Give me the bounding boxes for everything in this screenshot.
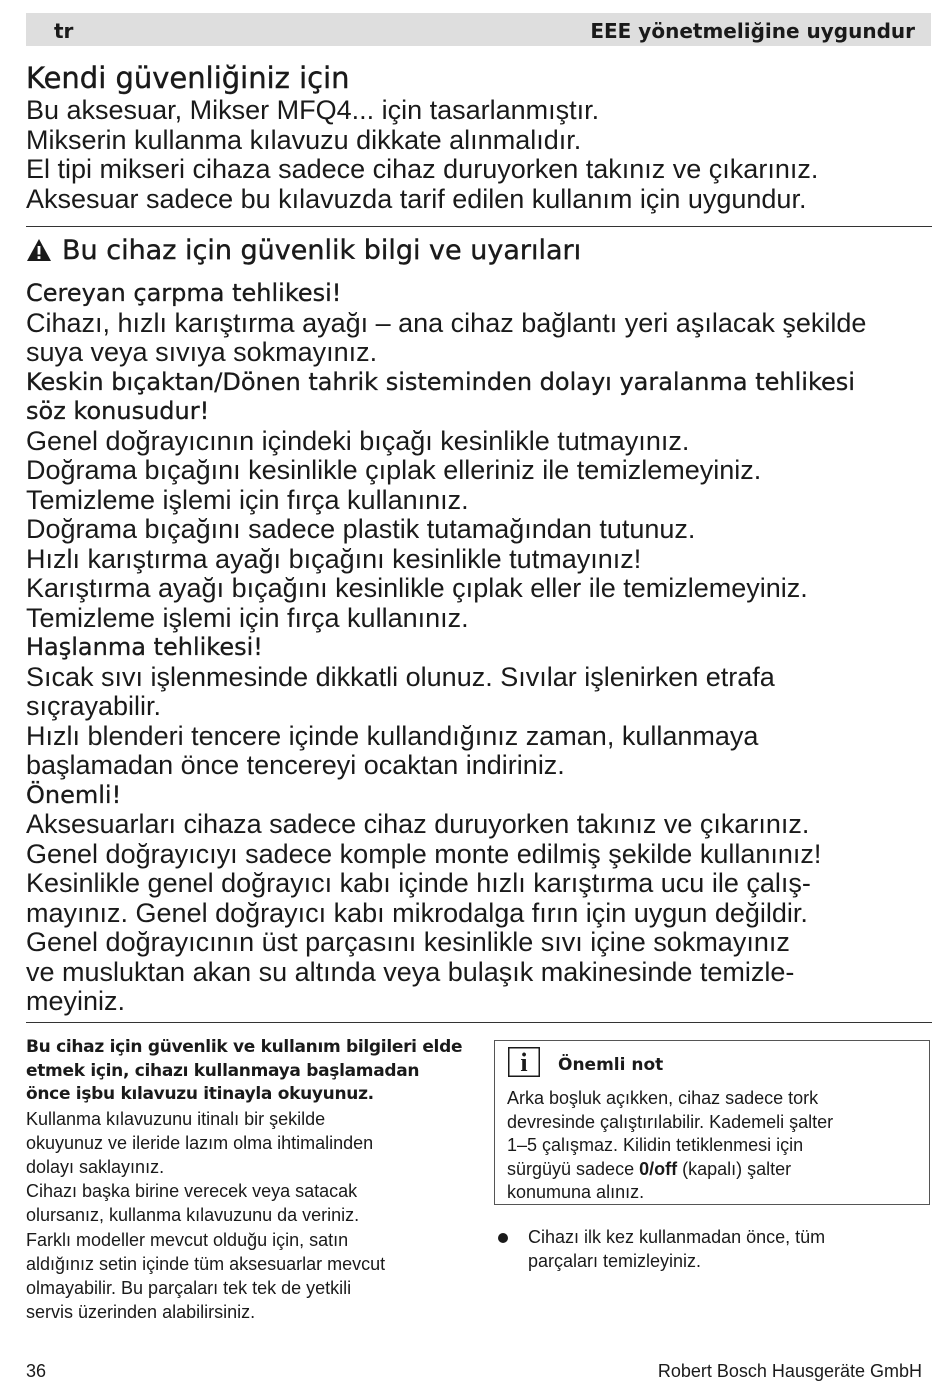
bottom-divider	[26, 1022, 932, 1023]
company-name: Robert Bosch Hausgeräte GmbH	[657, 1361, 922, 1381]
bullet-text	[528, 1226, 825, 1273]
cut-line: Genel doğrayıcının içindeki bıçağı kesinlikle tutmayınız.	[26, 425, 690, 456]
section-divider	[26, 226, 932, 227]
note-line-suffix: (kapalı) şalter	[677, 1158, 792, 1179]
usage-text-line: Farklı modeller mevcut olduğu için, satın	[26, 1229, 349, 1250]
note-line	[507, 1158, 919, 1182]
note-line: konumuna alınız.	[507, 1182, 645, 1202]
note-body	[507, 1087, 919, 1205]
main-content	[26, 60, 932, 1017]
safety-line: Aksesuar sadece bu kılavuzda tarif edilen kullanım için uygundur.	[26, 183, 807, 214]
note-line-prefix: sürgüyü sadece	[507, 1158, 640, 1179]
shock-line: suya veya sıvıya sokmayınız.	[26, 337, 378, 367]
cut-line: Temizleme işlemi için fırça kullanınız.	[26, 484, 469, 515]
warning-triangle-icon	[26, 238, 52, 262]
bullet-line: parçaları temizleyiniz.	[528, 1250, 702, 1271]
important-line: Genel doğrayıcıyı sadece komple monte edilmiş şekilde kullanınız!	[26, 838, 822, 869]
safety-line: Bu aksesuar, Mikser MFQ4... için tasarlanmıştır.	[26, 95, 600, 125]
bullet-dot-icon	[498, 1233, 508, 1243]
info-icon-letter: i	[520, 1048, 528, 1077]
note-title: Önemli not	[558, 1055, 664, 1075]
usage-info-column	[26, 1036, 466, 1324]
important-line: Genel doğrayıcının üst parçasını kesinlikle sıvı içine sokmayınız	[26, 927, 790, 957]
important-line: Aksesuarları cihaza sadece cihaz duruyorken takınız ve çıkarınız.	[26, 809, 810, 839]
shock-title: Cereyan çarpma tehlikesi!	[26, 279, 342, 307]
cut-title: söz konusudur!	[26, 397, 210, 425]
page-number: 36	[26, 1361, 47, 1381]
scald-line: başlamadan önce tencereyi ocaktan indiriniz.	[26, 750, 565, 780]
note-line: 1–5 çalışmaz. Kilidin tetiklenmesi için	[507, 1135, 804, 1155]
warning-heading-text: Bu cihaz için güvenlik bilgi ve uyarıları	[62, 234, 582, 266]
warning-heading	[26, 233, 932, 267]
note-line: devresinde çalıştırılabilir. Kademeli şalter	[507, 1111, 834, 1132]
cut-line: Temizleme işlemi için fırça kullanınız.	[26, 602, 469, 633]
bullet-item	[498, 1226, 928, 1273]
important-line: Kesinlikle genel doğrayıcı kabı içinde hızlı karıştırma ucu ile çalış-	[26, 868, 811, 898]
header-bar	[26, 13, 931, 46]
usage-bold-line: etmek için, cihazı kullanmaya başlamadan	[26, 1060, 420, 1081]
cut-title: Keskin bıçaktan/Dönen tahrik sisteminden dolayı yaralanma tehlikesi	[26, 367, 855, 396]
usage-text-line: Cihazı başka birine verecek veya satacak	[26, 1181, 358, 1202]
usage-text-line: dolayı saklayınız.	[26, 1156, 165, 1177]
usage-text-line: olmayabilir. Bu parçaları tek tek de yetkili	[26, 1277, 352, 1298]
usage-bold-line: önce işbu kılavuzu itinayla okuyunuz.	[26, 1084, 374, 1104]
important-line: mayınız. Genel doğrayıcı kabı mikrodalga fırın için uygun değildir.	[26, 897, 808, 928]
off-position-label: 0/off	[639, 1158, 678, 1179]
cut-line: Doğrama bıçağını sadece plastik tutamağından tutunuz.	[26, 514, 696, 544]
important-line: meyiniz.	[26, 986, 126, 1016]
note-line: Arka boşluk açıkken, cihaz sadece tork	[507, 1088, 819, 1108]
cut-line: Karıştırma ayağı bıçağını kesinlikle çıplak eller ile temizlemeyiniz.	[26, 573, 808, 603]
usage-text-line: servis üzerinden alabilirsiniz.	[26, 1302, 256, 1323]
info-icon	[508, 1047, 540, 1077]
language-code: tr	[54, 19, 74, 43]
important-note-box	[494, 1040, 930, 1205]
scald-title: Haşlanma tehlikesi!	[26, 633, 263, 661]
header-title: EEE yönetmeliğine uygundur	[590, 19, 915, 43]
usage-text-line: olursanız, kullanma kılavuzunu da veriniz.	[26, 1205, 360, 1226]
note-header	[508, 1047, 663, 1077]
scald-line: Sıcak sıvı işlenmesinde dikkatli olunuz. Sıvılar işlenirken etrafa	[26, 661, 775, 692]
cut-line: Hızlı karıştırma ayağı bıçağını kesinlikle tutmayınız!	[26, 543, 642, 574]
bullet-line: Cihazı ilk kez kullanmadan önce, tüm	[528, 1227, 826, 1247]
usage-text-line: okuyunuz ve ileride lazım olma ihtimalinden	[26, 1132, 374, 1153]
scald-line: Hızlı blenderi tencere içinde kullandığınız zaman, kullanmaya	[26, 720, 759, 751]
important-line: ve musluktan akan su altında veya bulaşık makinesinde temizle-	[26, 956, 795, 987]
important-title: Önemli!	[26, 780, 122, 809]
usage-text-line: Kullanma kılavuzunu itinalı bir şekilde	[26, 1108, 326, 1129]
scald-line: sıçrayabilir.	[26, 691, 162, 721]
shock-line: Cihazı, hızlı karıştırma ayağı – ana cihaz bağlantı yeri aşılacak şekilde	[26, 307, 867, 338]
usage-text-line: aldığınız setin içinde tüm aksesuarlar mevcut	[26, 1253, 386, 1274]
cut-line: Doğrama bıçağını kesinlikle çıplak elleriniz ile temizlemeyiniz.	[26, 455, 762, 485]
safety-line: Mikserin kullanma kılavuzu dikkate alınmalıdır.	[26, 124, 582, 155]
safety-title: Kendi güvenliğiniz için	[26, 61, 350, 95]
safety-line: El tipi mikseri cihaza sadece cihaz duruyorken takınız ve çıkarınız.	[26, 154, 819, 184]
usage-bold-line: Bu cihaz için güvenlik ve kullanım bilgileri elde	[26, 1037, 463, 1057]
